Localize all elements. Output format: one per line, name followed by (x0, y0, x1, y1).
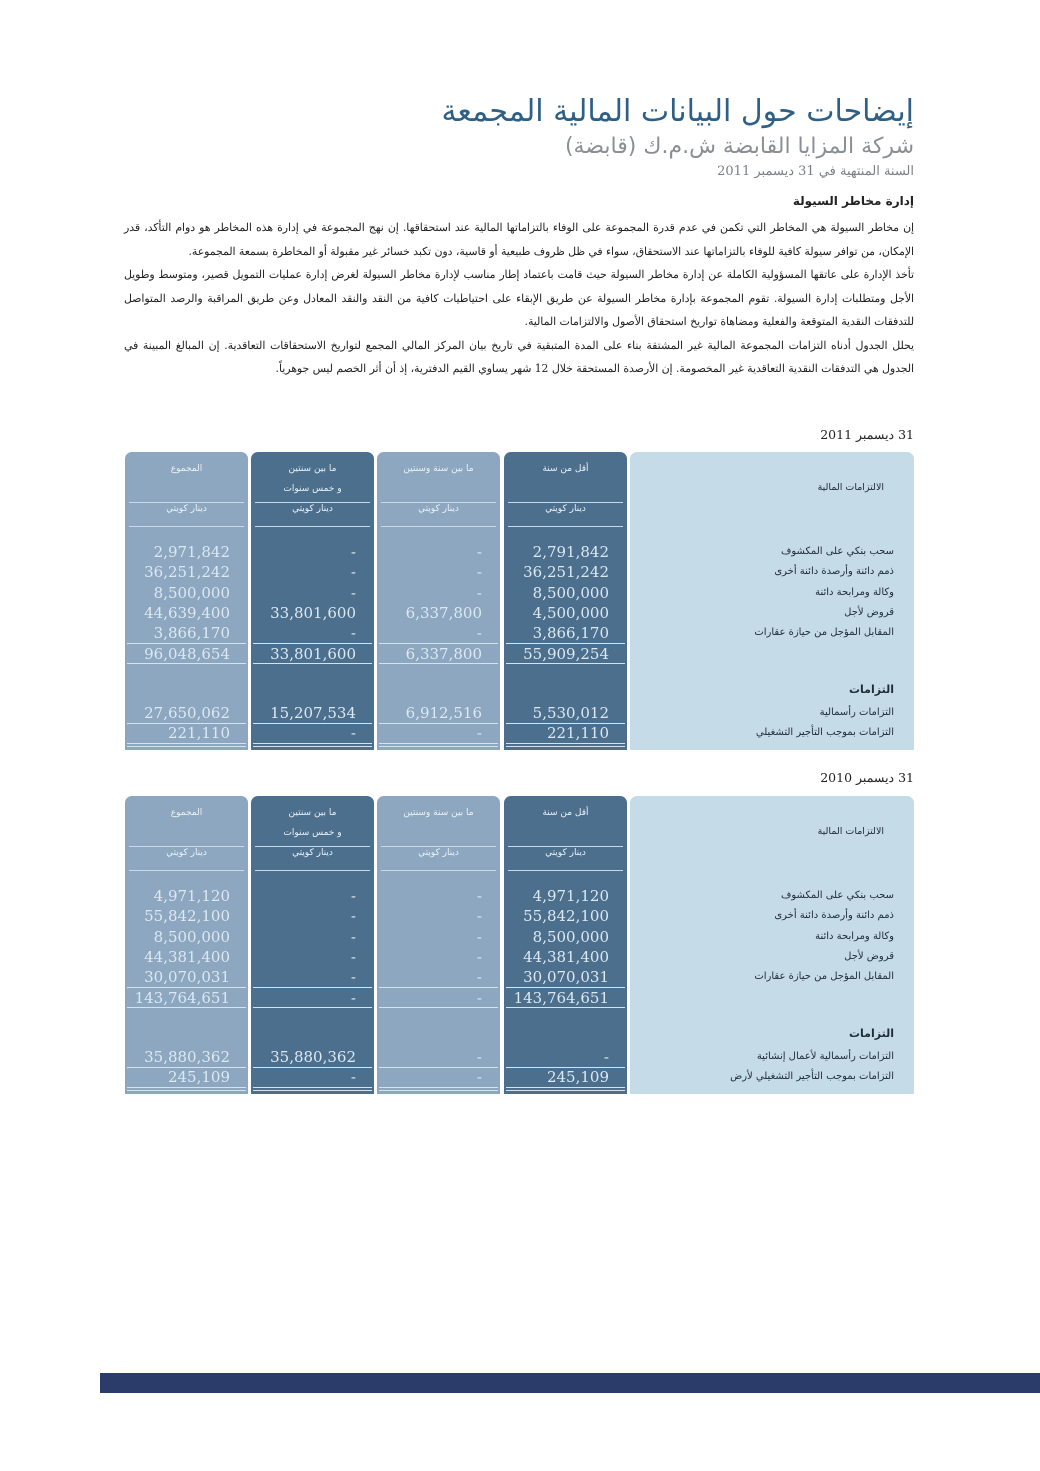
underline (506, 723, 625, 724)
header-divider (381, 502, 496, 503)
column-lt1 (504, 796, 627, 1094)
table-cell: 36,251,242 (523, 563, 609, 582)
subtotal-cell: 143,764,651 (513, 988, 609, 1007)
column-unit: دينار كويتي (166, 504, 207, 514)
header-divider (381, 526, 496, 527)
section-title: إدارة مخاطر السيولة (792, 194, 914, 208)
table-cell: 44,639,400 (144, 603, 230, 622)
paragraph: إن مخاطر السيولة هي المخاطر التي تكمن في عدم قدرة المجموعة على الوفاء بالتزاماتها المالية عند استحقاقها. إن نهج المجموعة في إدارة هذه المخاطر هو دوام التأكد، قدر الإمكان، من توافر سيولة كافية للوفاء بالتزاماتها عند الاستحقاق، سواء في ظل ظروف طبيعية أو قاسية، دون تكبد خسائر غير مقبولة أو المخاطرة بسمعة المجموعة. (124, 221, 914, 258)
column-header-title: أقل من سنة (542, 808, 589, 818)
subtotal-cell: 143,764,651 (134, 988, 230, 1007)
column-header-title: ما بين سنتين (288, 464, 337, 474)
liquidity-table (125, 796, 914, 1094)
column-header (125, 796, 248, 870)
table-cell: 44,381,400 (523, 947, 609, 966)
table-cell: 36,251,242 (144, 563, 230, 582)
table-cell: 221,110 (546, 724, 609, 743)
table-cell: 3,866,170 (153, 624, 230, 643)
header-divider (508, 526, 623, 527)
header-divider (129, 502, 244, 503)
header-divider (129, 846, 244, 847)
company-name: شركة المزايا القابضة ش.م.ك (قابضة) (564, 134, 914, 159)
table-cell: - (476, 968, 482, 987)
underline (253, 1087, 372, 1088)
column-header (125, 452, 248, 526)
row-label: التزامات بموجب التأجير التشغيلي (755, 727, 894, 739)
column-y2_5 (251, 452, 374, 750)
table-cell: - (350, 543, 356, 561)
commitments-heading: التزامات (849, 683, 894, 696)
table-cell: 4,971,120 (153, 887, 230, 905)
row-label: سحب بنكي على المكشوف (780, 890, 894, 901)
table-cell: 33,801,600 (270, 603, 356, 622)
table-cell: - (476, 927, 482, 946)
table-cell: - (350, 563, 356, 582)
table-cell: - (350, 624, 356, 643)
underline (379, 1087, 498, 1088)
column-unit: دينار كويتي (418, 504, 459, 514)
page-title: إيضاحات حول البيانات المالية المجمعة (441, 94, 914, 129)
row-label: وكالة ومرابحة دائنة (815, 930, 894, 942)
subtotal-cell: - (476, 988, 482, 1007)
table-cell: - (476, 1068, 482, 1087)
row-label: التزامات بموجب التأجير التشغيلي لأرض (730, 1071, 894, 1083)
table-cell: - (476, 907, 482, 926)
row-label: قروض لأجل (844, 606, 894, 618)
column-header (251, 796, 374, 870)
table-cell: - (350, 583, 356, 602)
footer-bar (100, 1373, 1040, 1393)
column-header (377, 452, 500, 526)
underline (253, 1090, 372, 1091)
page-header (114, 92, 914, 182)
table-cell: - (603, 1048, 609, 1066)
underline (127, 743, 246, 744)
underline (127, 746, 246, 747)
table-cell: 245,109 (167, 1068, 230, 1087)
table-cell: - (476, 563, 482, 582)
table-cell: - (476, 887, 482, 905)
commitments-heading: التزامات (849, 1027, 894, 1040)
header-divider (255, 870, 370, 871)
header-divider (381, 870, 496, 871)
table-cell: 4,500,000 (532, 603, 609, 622)
header-divider (508, 870, 623, 871)
column-total (125, 452, 248, 750)
row-label: التزامات رأسمالية لأعمال إنشائية (756, 1051, 894, 1062)
column-header-title: المجموع (170, 464, 203, 474)
column-header (504, 796, 627, 870)
label-column-header: الالتزامات المالية (817, 826, 884, 837)
label-column (630, 796, 914, 1094)
paragraph: يحلل الجدول أدناه التزامات المجموعة المالية غير المشتقة بناء على المدة المتبقية في تاريخ بيان المركز المالي المجمع لتواريخ الاستحقاقات التعاقدية. إن المبالغ المبينة في الجدول هي التدفقات النقدية التعاقدية غير المخصومة. إن الأرصدة المستحقة خلال 12 شهر يساوي القيم الدفترية، إذ أن أثر الخصم ليس جوهرياً. (124, 338, 914, 375)
table-cell: 8,500,000 (153, 583, 230, 602)
underline (127, 723, 246, 724)
header-divider (508, 846, 623, 847)
underline (506, 1067, 625, 1068)
table-date: 31 ديسمبر 2010 (820, 770, 914, 785)
subtotal-cell: 96,048,654 (144, 644, 230, 663)
header-divider (255, 846, 370, 847)
column-header-title: أقل من سنة (542, 464, 589, 474)
subtotal-cell: 33,801,600 (270, 644, 356, 663)
row-label: التزامات رأسمالية (819, 707, 894, 718)
table-cell: 3,866,170 (532, 624, 609, 643)
underline (127, 663, 246, 664)
table-cell: 30,070,031 (523, 968, 609, 987)
underline (379, 1067, 498, 1068)
row-label: ذمم دائنة وأرصدة دائنة أخرى (774, 910, 894, 922)
table-cell: - (350, 887, 356, 905)
column-total (125, 796, 248, 1094)
table-cell: 35,880,362 (270, 1048, 356, 1066)
table-cell: - (476, 724, 482, 743)
period-label: السنة المنتهية في 31 ديسمبر 2011 (717, 164, 914, 179)
table-cell: 15,207,534 (270, 704, 356, 722)
table-cell: - (350, 968, 356, 987)
underline (127, 1087, 246, 1088)
column-header-title: ما بين سنة وسنتين (403, 808, 474, 818)
table-cell: 5,530,012 (532, 704, 609, 722)
row-label: سحب بنكي على المكشوف (780, 546, 894, 557)
underline (506, 746, 625, 747)
row-label: ذمم دائنة وأرصدة دائنة أخرى (774, 566, 894, 578)
table-cell: 44,381,400 (144, 947, 230, 966)
underline (506, 1087, 625, 1088)
header-divider (129, 870, 244, 871)
column-y1_2 (377, 452, 500, 750)
table-cell: 35,880,362 (144, 1048, 230, 1066)
table-cell: 55,842,100 (523, 907, 609, 926)
underline (379, 746, 498, 747)
subtotal-cell: 6,337,800 (405, 644, 482, 663)
table-cell: - (350, 724, 356, 743)
row-label: وكالة ومرابحة دائنة (815, 586, 894, 598)
row-label: المقابل المؤجل من حيازة عقارات (754, 627, 894, 639)
paragraph: تأخذ الإدارة على عاتقها المسؤولية الكاملة عن إدارة مخاطر السيولة حيث قامت باعتماد إطار مناسب لإدارة مخاطر السيولة لغرض إدارة عمليات التمويل قصير، ومتوسط وطويل الأجل ومتطلبات إدارة السيولة. تقوم المجموعة بإدارة مخاطر السيولة عن طريق الإبقاء على احتياطيات كافية من النقد والنقد المعادل وعن طريق المراقبة والرصد المتواصل للتدفقات النقدية المتوقعة والفعلية ومضاهاة تواريخ استحقاق الأصول والالتزامات المالية. (124, 268, 914, 328)
column-header (504, 452, 627, 526)
underline (379, 743, 498, 744)
underline (253, 743, 372, 744)
table-cell: 2,971,842 (153, 543, 230, 561)
column-lt1 (504, 452, 627, 750)
underline (379, 663, 498, 664)
column-header (377, 796, 500, 870)
table-cell: - (476, 583, 482, 602)
underline (253, 663, 372, 664)
underline (506, 663, 625, 664)
underline (506, 1007, 625, 1008)
column-header-title: ما بين سنتين (288, 808, 337, 818)
column-y2_5 (251, 796, 374, 1094)
column-unit: دينار كويتي (545, 848, 586, 858)
header-divider (508, 502, 623, 503)
underline (379, 723, 498, 724)
header-divider (129, 526, 244, 527)
underline (379, 1007, 498, 1008)
liquidity-table (125, 452, 914, 750)
table-cell: 4,971,120 (532, 887, 609, 905)
table-date: 31 ديسمبر 2011 (820, 427, 914, 442)
underline (506, 743, 625, 744)
table-cell: 30,070,031 (144, 968, 230, 987)
table-cell: 8,500,000 (532, 583, 609, 602)
underline (127, 1067, 246, 1068)
table-cell: - (476, 624, 482, 643)
column-header (251, 452, 374, 526)
underline (253, 1067, 372, 1068)
column-y1_2 (377, 796, 500, 1094)
underline (127, 1090, 246, 1091)
header-divider (255, 526, 370, 527)
table-cell: 8,500,000 (532, 927, 609, 946)
underline (379, 1090, 498, 1091)
body-text (124, 216, 914, 381)
column-header-title: ما بين سنة وسنتين (403, 464, 474, 474)
table-cell: 6,337,800 (405, 603, 482, 622)
column-header-title: المجموع (170, 808, 203, 818)
row-label: المقابل المؤجل من حيازة عقارات (754, 971, 894, 983)
label-column (630, 452, 914, 750)
underline (253, 723, 372, 724)
table-cell: - (476, 947, 482, 966)
table-cell: - (350, 927, 356, 946)
column-header-subtitle: و خمس سنوات (283, 484, 342, 494)
column-unit: دينار كويتي (418, 848, 459, 858)
table-cell: 245,109 (546, 1068, 609, 1087)
column-header-subtitle: و خمس سنوات (283, 828, 342, 838)
table-cell: 27,650,062 (144, 704, 230, 722)
subtotal-cell: 55,909,254 (523, 644, 609, 663)
subtotal-cell: - (350, 988, 356, 1007)
column-unit: دينار كويتي (166, 848, 207, 858)
header-divider (255, 502, 370, 503)
underline (253, 746, 372, 747)
table-cell: 6,912,516 (405, 704, 482, 722)
table-cell: - (476, 1048, 482, 1066)
table-cell: 8,500,000 (153, 927, 230, 946)
column-unit: دينار كويتي (292, 848, 333, 858)
table-cell: 2,791,842 (532, 543, 609, 561)
table-cell: - (476, 543, 482, 561)
table-cell: - (350, 947, 356, 966)
table-cell: - (350, 907, 356, 926)
table-cell: 221,110 (167, 724, 230, 743)
column-unit: دينار كويتي (292, 504, 333, 514)
label-column-header: الالتزامات المالية (817, 482, 884, 493)
column-unit: دينار كويتي (545, 504, 586, 514)
row-label: قروض لأجل (844, 950, 894, 962)
underline (506, 1090, 625, 1091)
header-divider (381, 846, 496, 847)
underline (127, 1007, 246, 1008)
table-cell: - (350, 1068, 356, 1087)
underline (253, 1007, 372, 1008)
table-cell: 55,842,100 (144, 907, 230, 926)
